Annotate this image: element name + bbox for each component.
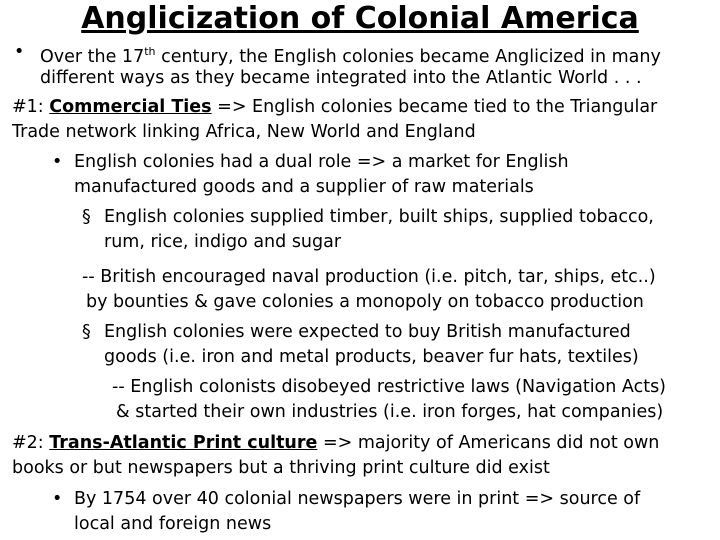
- expected-bullet: §: [82, 322, 91, 342]
- intro-text-pre: Over the 17: [40, 46, 145, 67]
- point1-number: #1:: [12, 97, 50, 117]
- intro-superscript: th: [144, 45, 156, 58]
- supplied-bullet: §: [82, 207, 91, 227]
- intro-bullet: •: [14, 42, 25, 62]
- point1-line-2: Trade network linking Africa, New World and England: [12, 122, 476, 142]
- point2-number: #2:: [12, 433, 50, 453]
- intro-text-post: century, the English colonies became Anglicized in many: [155, 46, 661, 67]
- point1-line-1: [12, 96, 657, 118]
- dual-role-bullet: •: [52, 152, 63, 172]
- point1-heading: Commercial Ties: [49, 97, 212, 117]
- point2-line-2: books or but newspapers but a thriving print culture did exist: [12, 458, 550, 478]
- newspapers-line-2: local and foreign news: [74, 514, 272, 534]
- intro-line-1: [40, 41, 661, 68]
- supplied-line-1: English colonies supplied timber, built ships, supplied tobacco,: [104, 207, 654, 227]
- slide-title: Anglicization of Colonial America: [81, 1, 639, 36]
- dual-role-line-1: English colonies had a dual role => a market for English: [74, 152, 569, 172]
- newspapers-bullet: •: [52, 489, 63, 509]
- disobeyed-line-2: & started their own industries (i.e. iron forges, hat companies): [116, 402, 664, 422]
- point2-heading: Trans-Atlantic Print culture: [49, 433, 318, 453]
- bounties-line-2: by bounties & gave colonies a monopoly on tobacco production: [86, 292, 644, 312]
- supplied-line-2: rum, rice, indigo and sugar: [104, 232, 342, 252]
- point2-line-1: [12, 432, 659, 454]
- point2-text: => majority of Americans did not own: [317, 433, 660, 453]
- newspapers-line-1: By 1754 over 40 colonial newspapers were in print => source of: [74, 489, 641, 509]
- expected-line-1: English colonies were expected to buy British manufactured: [104, 322, 631, 342]
- dual-role-line-2: manufactured goods and a supplier of raw materials: [74, 177, 534, 197]
- disobeyed-line-1: -- English colonists disobeyed restrictive laws (Navigation Acts): [112, 377, 667, 397]
- expected-line-2: goods (i.e. iron and metal products, beaver fur hats, textiles): [104, 347, 639, 367]
- point1-text: => English colonies became tied to the Triangular: [211, 97, 658, 117]
- bounties-line-1: -- British encouraged naval production (i.e. pitch, tar, ships, etc..): [82, 267, 656, 287]
- intro-line-2: different ways as they became integrated into the Atlantic World . . .: [40, 68, 642, 88]
